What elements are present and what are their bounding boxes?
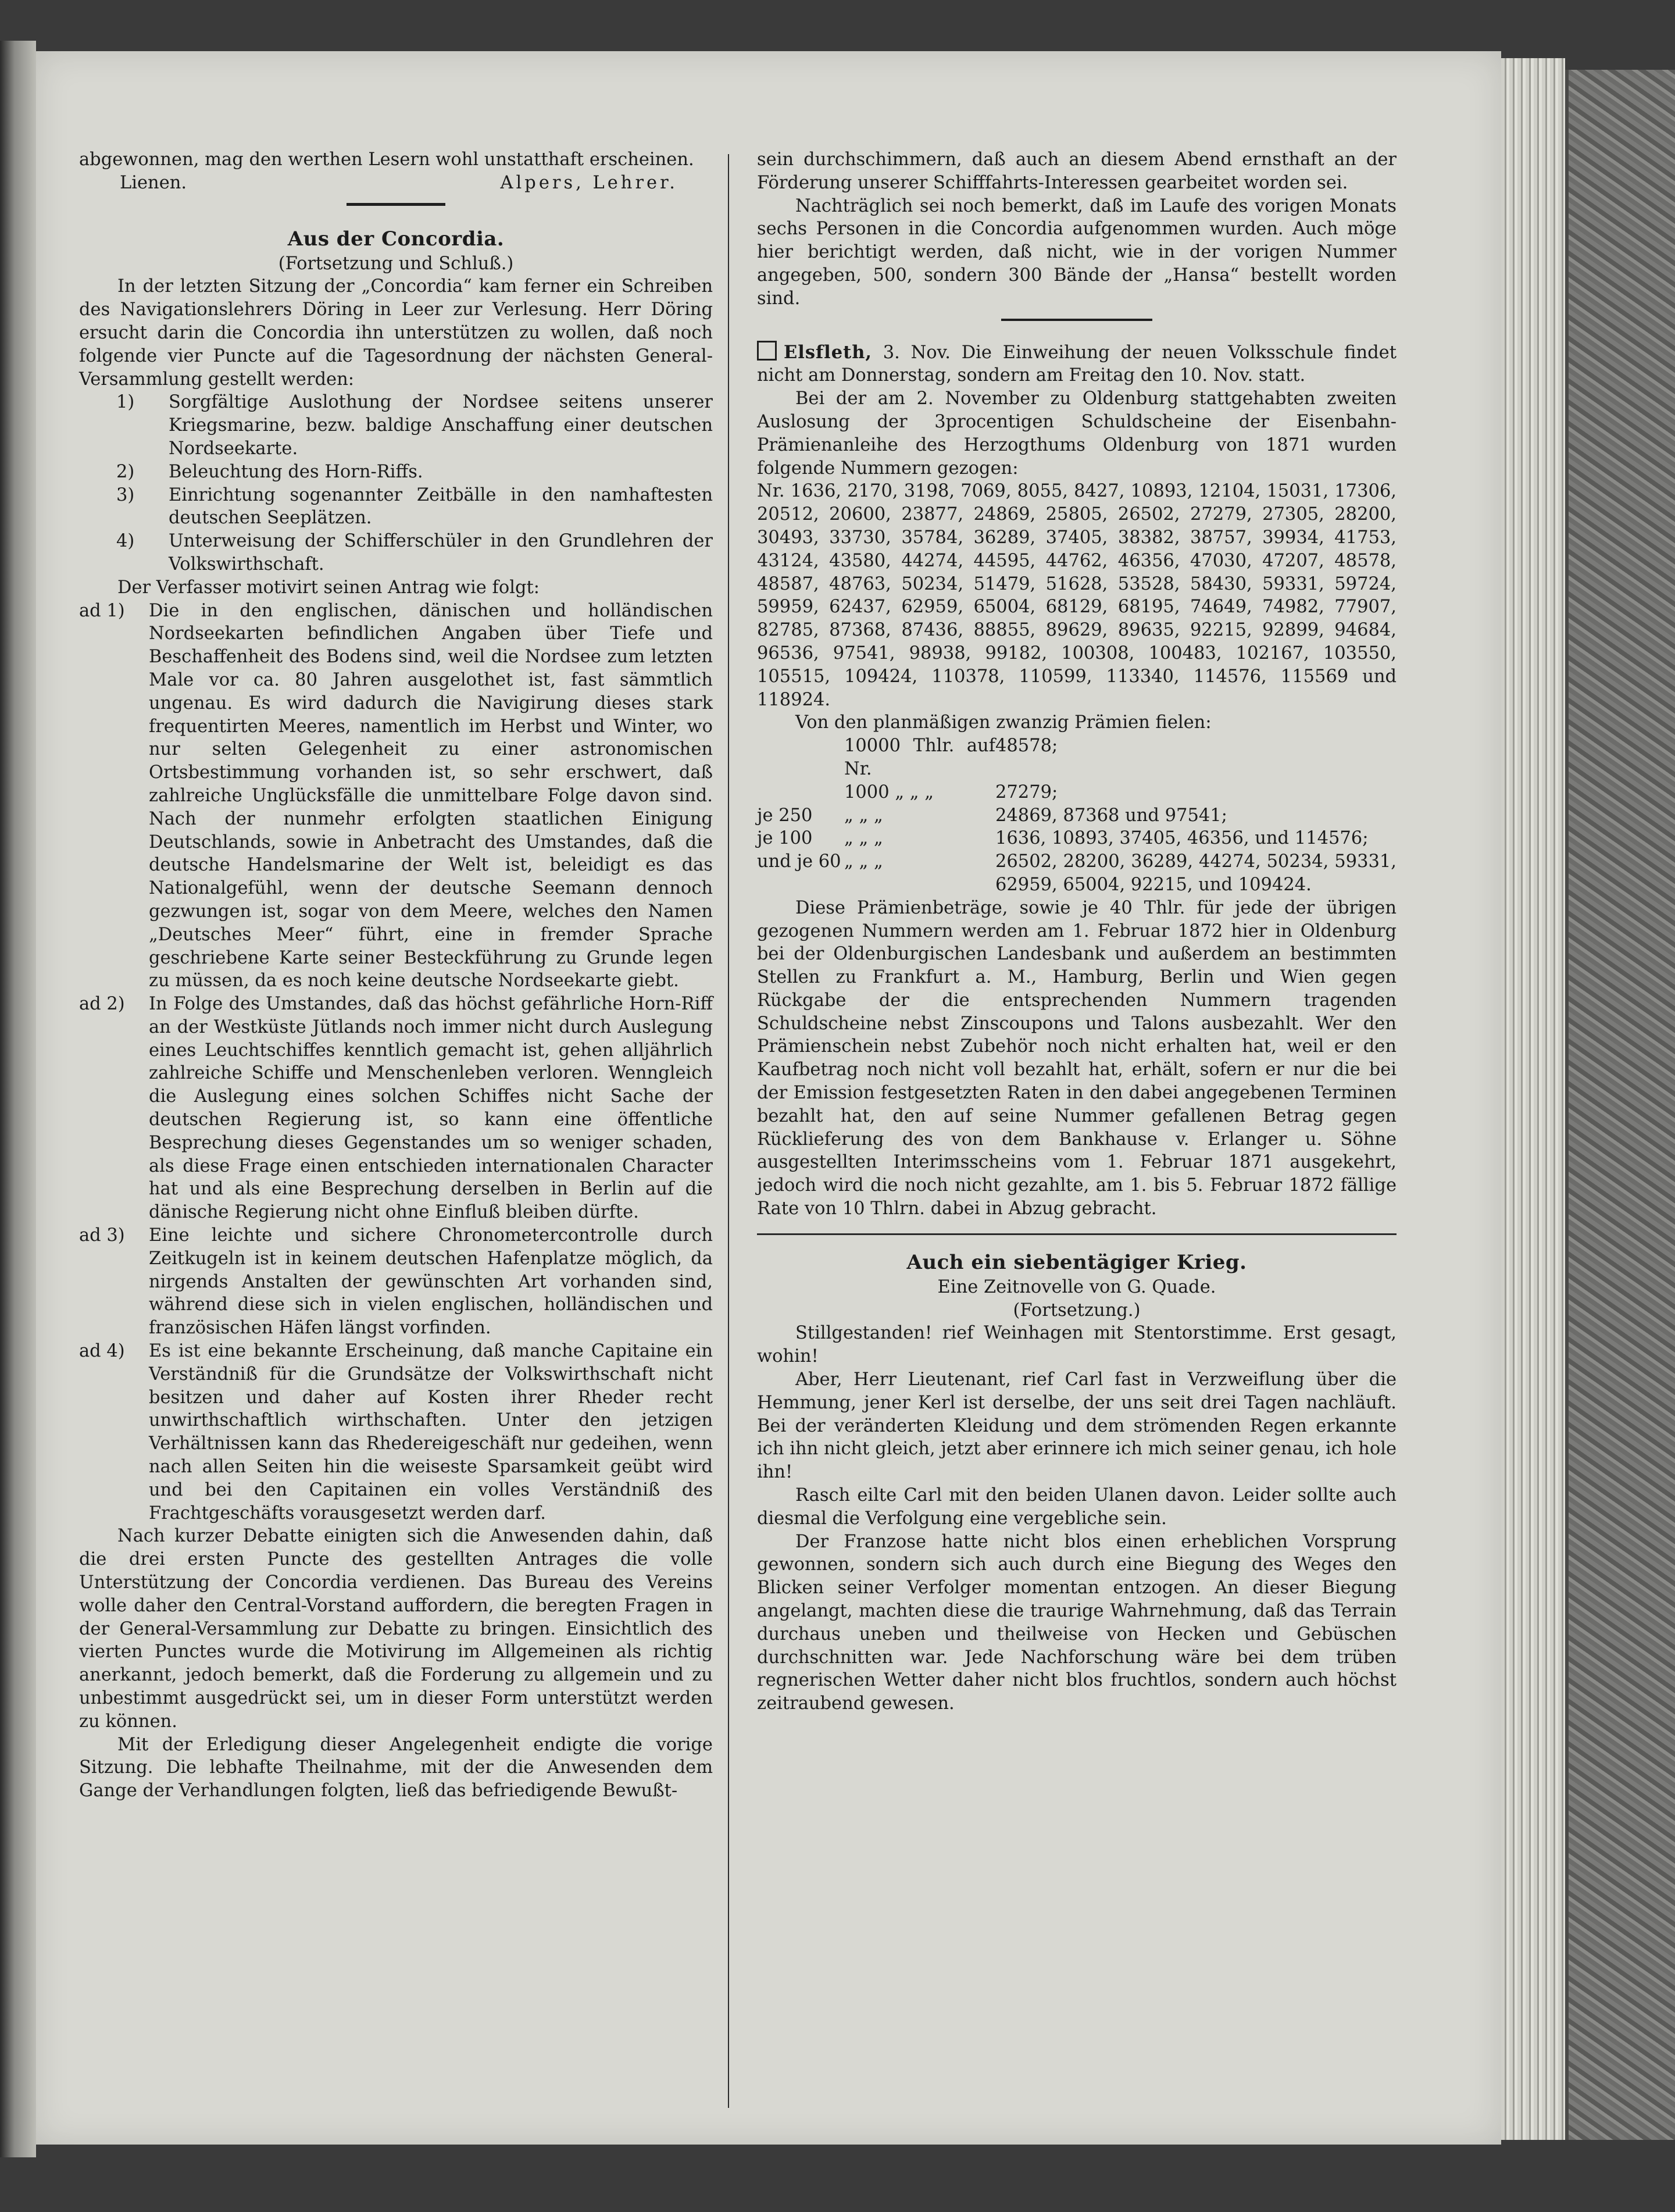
prize-numbers: 48578; xyxy=(995,736,1058,757)
paragraph: Aber, Herr Lieutenant, rief Carl fast in Verzweiflung über die Hemmung, jener Kerl ist derselbe, der uns seit drei Tagen nachläuft. Bei der veränderten Kleidung und dem strömenden Regen erkannte ich ihn nicht gleich, jetzt aber erinnere ich mich seiner genau, ich hole ihn! xyxy=(757,1369,1397,1483)
article-title: Aus der Concordia. xyxy=(287,227,505,251)
item-number: 4) xyxy=(116,531,135,552)
prize-prefix xyxy=(757,734,844,781)
paragraph: Stillgestanden! rief Weinhagen mit Stentorstimme. Erst gesagt, wohin! xyxy=(757,1323,1397,1367)
prize-numbers: 26502, 28200, 36289, 44274, 50234, 59331, 62959, 65004, 92215, und 109424. xyxy=(995,851,1397,895)
prize-row xyxy=(757,850,1397,897)
item-text: Unterweisung der Schifferschüler in den Grundlehren der Volkswirthschaft. xyxy=(169,531,713,575)
prize-prefix: und je 60 xyxy=(757,851,841,872)
item-number: 2) xyxy=(116,461,135,482)
ad-text: Es ist eine bekannte Erscheinung, daß manche Capitaine ein Verständniß für die Grundsätze der Volkswirthschaft nicht besitzen und daher auf Kosten ihrer Rheder recht unwirthschaftlich wirthschaften. Unter den jetzigen Verhältnissen kann das Rhedereigeschäft nur gedeihen, wenn nach allen Seiten hin die weiseste Sparsamkeit geübt wird und bei den Capitainen ein volles Verständniß des Frachtgeschäfts vorausgesetzt werden darf. xyxy=(149,1341,713,1524)
list-item xyxy=(79,391,713,460)
paragraph: Von den planmäßigen zwanzig Prämien fielen: xyxy=(795,712,1212,733)
paragraph: sein durchschimmern, daß auch an diesem Abend ernsthaft an der Förderung unserer Schifffahrts-Interessen gearbeitet worden sei. xyxy=(757,149,1397,193)
story-title: Auch ein siebentägiger Krieg. xyxy=(906,1250,1247,1274)
prize-prefix xyxy=(757,781,844,804)
section-rule xyxy=(347,203,445,206)
paragraph: Mit der Erledigung dieser Angelegenheit endigte die vorige Sitzung. Die lebhafte Theilnahme, mit der die Anwesenden dem Gange der Verhandlungen folgten, ließ das befriedigende Bewußt- xyxy=(79,1734,713,1801)
item-number: 1) xyxy=(116,392,135,413)
book-cover xyxy=(1565,70,1675,2140)
section-rule xyxy=(757,1233,1397,1235)
prize-amount: „ „ „ xyxy=(844,828,883,849)
ad-item xyxy=(79,1340,713,1525)
item-text: Einrichtung sogenannter Zeitbälle in den namhaftesten deutschen Seeplätzen. xyxy=(169,484,713,529)
prize-prefix: je 250 xyxy=(757,805,813,826)
item-number: 3) xyxy=(116,484,135,505)
list-item xyxy=(79,530,713,576)
notice-place: Elsfleth, xyxy=(784,341,872,363)
ad-number: ad 3) xyxy=(79,1225,125,1246)
prize-row xyxy=(757,827,1397,850)
ad-item xyxy=(79,993,713,1224)
prize-amount: „ „ „ xyxy=(844,851,883,872)
paragraph: Rasch eilte Carl mit den beiden Ulanen davon. Leider sollte auch diesmal die Verfolgung eine vergebliche sein. xyxy=(757,1485,1397,1529)
right-column xyxy=(757,148,1397,1715)
ad-number: ad 1) xyxy=(79,600,125,621)
list-item xyxy=(79,461,713,484)
signature-name: Alpers, Lehrer. xyxy=(500,172,678,193)
item-text: Sorgfältige Auslothung der Nordsee seitens unserer Kriegsmarine, bezw. baldige Anschaffung einer deutschen Nordseekarte. xyxy=(169,392,713,459)
prize-amount: „ „ „ xyxy=(844,805,883,826)
ad-number: ad 2) xyxy=(79,994,125,1015)
notice-text: 3. Nov. Die Einweihung der neuen Volksschule findet nicht am Donnerstag, sondern am Freitag den 10. Nov. statt. xyxy=(757,342,1397,386)
paragraph: In der letzten Sitzung der „Concordia“ kam ferner ein Schreiben des Navigationslehrers Döring in Leer zur Verlesung. Herr Döring ersucht darin die Concordia ihn unterstützen zu wollen, daß noch folgende vier Puncte auf die Tagesordnung der nächsten General-Versammlung gestellt werden: xyxy=(79,276,713,390)
prize-numbers: 24869, 87368 und 97541; xyxy=(995,805,1227,826)
ad-text: Die in den englischen, dänischen und holländischen Nordseekarten befindlichen Angaben über Tiefe und Beschaffenheit des Bodens sind, weil die Nordsee zum letzten Male vor ca. 80 Jahren ausgelothet ist, fast sämmtlich ungenau. Es wird dadurch die Navigirung dieses stark frequentirten Meeres, namentlich im Herbst und Winter, wo nur selten Gelegenheit zu einer astronomischen Ortsbestimmung vorhanden ist, so sehr erschwert, daß zahlreiche Unglücksfälle die unmittelbare Folge davon sind. Nach der nunmehr erfolgten staatlichen Einigung Deutschlands, sowie in Anbetracht des Umstandes, daß die deutsche Handelsmarine der Welt ist, beleidigt es das Nationalgefühl, wenn der deutsche Seemann dennoch gezwungen ist, sogar von dem Meere, welches den Namen „Deutsches Meer“ führt, eine in fremder Sprache geschriebene Karte seiner Besteckführung zu Grunde legen zu müssen, da es noch keine deutsche Nordseekarte giebt. xyxy=(149,600,713,991)
list-item xyxy=(79,484,713,530)
column-divider xyxy=(728,154,729,2108)
previous-page-edge xyxy=(0,41,36,2157)
prize-amount: 10000 Thlr. auf Nr. xyxy=(844,736,995,779)
drawn-numbers: Nr. 1636, 2170, 3198, 7069, 8055, 8427, 10893, 12104, 15031, 17306, 20512, 20600, 23877, 24869, 25805, 26502, 27279, 27305, 28200, 30493, 33730, 35784, 36289, 37405, 38382, 38757, 39934, 41753, 43124, 43580, 44274, 44595, 44762, 46356, 47030, 47207, 48578, 48587, 48763, 50234, 51479, 51628, 53528, 58430, 59331, 59724, 59959, 62437, 62959, 65004, 68129, 68195, 74649, 74982, 77907, 82785, 87368, 87436, 88855, 89629, 89635, 92215, 92899, 94684, 96536, 97541, 98938, 99182, 100308, 100483, 102167, 103550, 105515, 109424, 110378, 110599, 113340, 114576, 115569 und 118924. xyxy=(757,481,1397,710)
elsfleth-notice xyxy=(757,341,1397,388)
prize-numbers: 1636, 10893, 37405, 46356, und 114576; xyxy=(995,828,1369,849)
paragraph: Der Franzose hatte nicht blos einen erheblichen Vorsprung gewonnen, sondern sich auch durch eine Biegung des Weges den Blicken seiner Verfolger momentan entzogen. An dieser Biegung angelangt, machten diese die traurige Wahrnehmung, daß das Terrain durchaus uneben und theilweise von Hecken und Gebüschen durchschnitten war. Jede Nachforschung wäre bei dem trüben regnerischen Wetter daher nicht blos fruchtlos, sondern auch höchst zeitraubend gewesen. xyxy=(757,1531,1397,1714)
paragraph: Nachträglich sei noch bemerkt, daß im Laufe des vorigen Monats sechs Personen in die Concordia aufgenommen wurden. Auch möge hier berichtigt werden, daß nicht, wie in der vorigen Nummer angegeben, 500, sondern 300 Bände der „Hansa“ bestellt worden sind. xyxy=(757,195,1397,309)
section-rule xyxy=(1001,319,1152,321)
ad-text: In Folge des Umstandes, daß das höchst gefährliche Horn-Riff an der Westküste Jütlands noch immer nicht durch Auslegung eines Leuchtschiffes kenntlich gemacht ist, gehen alljährlich zahlreiche Schiffe und Menschenleben verloren. Wenngleich die Auslegung eines solchen Schiffes nicht Sache der deutschen Regierung ist, so kann eine öffentliche Besprechung dieses Gegenstandes um so weniger schaden, als diese Frage einen entschieden internationalen Character hat und als eine Besprechung derselben in Berlin auf die dänische Regierung nicht ohne Einfluß bleiben dürfte. xyxy=(149,994,713,1223)
prize-row xyxy=(757,781,1397,804)
prize-amount: 1000 „ „ „ xyxy=(844,782,934,802)
box-icon xyxy=(757,341,777,361)
intro-text: abgewonnen, mag den werthen Lesern wohl unstatthaft erscheinen. xyxy=(79,149,694,170)
paragraph: Nach kurzer Debatte einigten sich die Anwesenden dahin, daß die drei ersten Puncte des gestellten Antrages die volle Unterstützung der Concordia verdienen. Das Bureau des Vereins wolle daher den Central-Vorstand auffordern, die beregten Fragen in der General-Versammlung zur Debatte zu bringen. Einsichtlich des vierten Punctes wurde die Motivirung im Allgemeinen als richtig anerkannt, jedoch bemerkt, daß die Forderung zu allgemein und zu unbestimmt ausgedrückt sei, um in dieser Form unterstützt werden zu können. xyxy=(79,1526,713,1732)
prize-row xyxy=(757,734,1397,781)
item-text: Beleuchtung des Horn-Riffs. xyxy=(169,461,423,482)
prize-row xyxy=(757,804,1397,827)
signature-line xyxy=(79,172,713,195)
article-subtitle: (Fortsetzung und Schluß.) xyxy=(278,253,514,274)
prize-prefix: je 100 xyxy=(757,828,813,849)
ad-number: ad 4) xyxy=(79,1341,125,1362)
ad-item xyxy=(79,600,713,993)
ad-text: Eine leichte und sichere Chronometercontrolle durch Zeitkugeln ist in keinem deutschen Hafenplatze möglich, da nirgends Anstalten der gewünschten Art vorhanden sind, während diese sich in vielen englischen, holländischen und französischen Häfen längst vorfinden. xyxy=(149,1225,713,1339)
story-continuation: (Fortsetzung.) xyxy=(1013,1300,1141,1321)
paragraph: Der Verfasser motivirt seinen Antrag wie folgt: xyxy=(117,577,540,598)
story-subtitle: Eine Zeitnovelle von G. Quade. xyxy=(937,1276,1216,1297)
ad-item xyxy=(79,1224,713,1340)
paragraph: Bei der am 2. November zu Oldenburg stattgehabten zweiten Auslosung der 3procentigen Schuldscheine der Eisenbahn-Prämienanleihe des Herzogthums Oldenburg von 1871 wurden folgende Nummern gezogen: xyxy=(757,388,1397,479)
paragraph: Diese Prämienbeträge, sowie je 40 Thlr. für jede der übrigen gezogenen Nummern werden am 1. Februar 1872 hier in Oldenburg bei der Oldenburgischen Landesbank und außerdem an bestimmten Stellen zu Frankfurt a. M., Hamburg, Berlin und Wien gegen Rückgabe der die entsprechenden Nummern tragenden Schuldscheine nebst Zinscoupons und Talons ausbezahlt. Wer den Prämienschein nebst Zubehör noch nicht erhalten hat, weil er den Kaufbetrag noch nicht voll bezahlt hat, erhält, sofern er nur die bei der Emission festgesetzten Raten in den dabei angegebenen Terminen bezahlt hat, den auf seine Nummer gefallenen Betrag gegen Rücklieferung des von dem Bankhause v. Erlanger u. Söhne ausgestellten Interimsscheins vom 1. Februar 1871 ausgekehrt, jedoch wird die noch nicht gezahlte, am 1. bis 5. Februar 1872 fällige Rate von 10 Thlrn. dabei in Abzug gebracht. xyxy=(757,897,1397,1219)
left-column xyxy=(79,148,713,1803)
page-stack-edge xyxy=(1501,58,1565,2140)
signature-place: Lienen. xyxy=(120,172,187,193)
prize-numbers: 27279; xyxy=(995,782,1058,802)
